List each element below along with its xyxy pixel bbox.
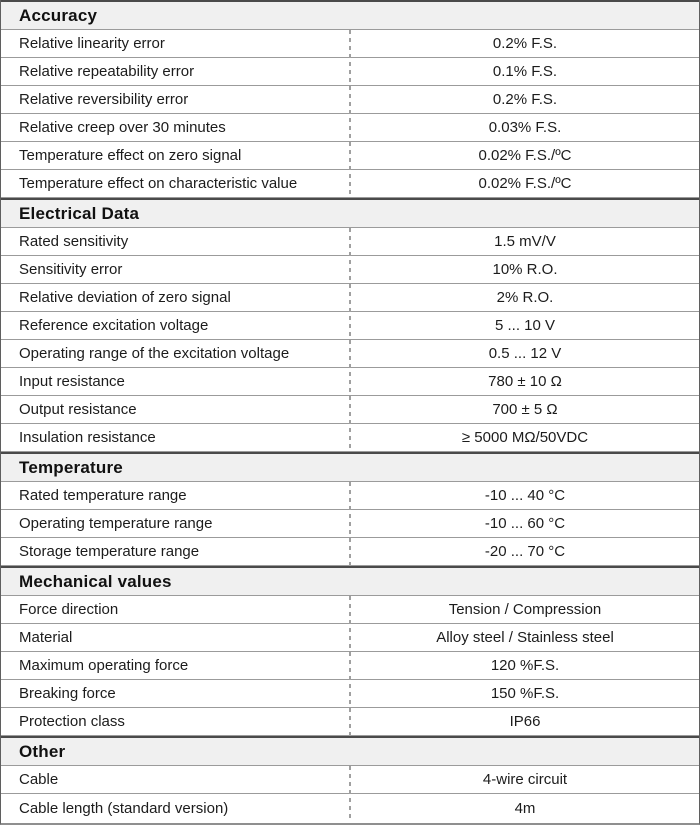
table-row	[1, 424, 699, 452]
row-value: -10 ... 40 °C	[484, 487, 566, 504]
row-label: Storage temperature range	[19, 543, 200, 560]
table-row	[1, 794, 699, 822]
spec-section	[1, 198, 699, 452]
row-value: 780 ± 10 Ω	[488, 373, 562, 390]
row-value: 5 ... 10 V	[494, 317, 556, 334]
table-row	[1, 312, 699, 340]
section-title: Other	[19, 741, 66, 761]
section-header	[1, 0, 699, 30]
spec-section	[1, 0, 699, 198]
section-title: Mechanical values	[19, 571, 172, 591]
row-label: Cable	[19, 771, 59, 788]
row-value: 0.03% F.S.	[488, 119, 562, 136]
row-value: 4m	[514, 799, 536, 817]
table-row	[1, 766, 699, 794]
row-value: 150 %F.S.	[490, 685, 560, 702]
row-label: Sensitivity error	[19, 261, 123, 278]
table-row	[1, 596, 699, 624]
row-value: 1.5 mV/V	[494, 233, 556, 250]
section-header	[1, 566, 699, 596]
row-label: Protection class	[19, 713, 125, 730]
row-label: Relative reversibility error	[19, 91, 189, 108]
row-value: 4-wire circuit	[482, 771, 568, 788]
section-rows	[1, 596, 699, 736]
row-value: 2% R.O.	[496, 289, 554, 306]
table-row	[1, 396, 699, 424]
table-row	[1, 142, 699, 170]
row-label: Relative linearity error	[19, 35, 165, 52]
section-rows	[1, 766, 699, 822]
row-label: Reference excitation voltage	[19, 317, 209, 334]
row-label: Rated temperature range	[19, 487, 187, 504]
row-label: Temperature effect on zero signal	[19, 147, 242, 164]
section-rows	[1, 228, 699, 452]
spec-section	[1, 736, 699, 822]
row-label: Force direction	[19, 601, 119, 618]
section-title: Temperature	[19, 457, 123, 477]
table-row	[1, 482, 699, 510]
table-row	[1, 538, 699, 566]
section-rows	[1, 482, 699, 566]
row-label: Operating range of the excitation voltage	[19, 345, 290, 362]
row-label: Rated sensitivity	[19, 233, 129, 250]
spec-section	[1, 566, 699, 736]
row-label: Insulation resistance	[19, 429, 156, 446]
table-row	[1, 86, 699, 114]
section-header	[1, 736, 699, 766]
row-value: 120 %F.S.	[490, 657, 560, 674]
table-row	[1, 510, 699, 538]
table-row	[1, 708, 699, 736]
table-row	[1, 58, 699, 86]
row-label: Material	[19, 629, 73, 646]
table-row	[1, 30, 699, 58]
row-value: 0.1% F.S.	[492, 63, 558, 80]
row-value: -10 ... 60 °C	[484, 515, 566, 532]
row-value: 10% R.O.	[492, 261, 558, 278]
row-label: Breaking force	[19, 685, 116, 702]
row-value: -20 ... 70 °C	[484, 543, 566, 560]
row-value: 0.02% F.S./ºC	[478, 147, 572, 164]
row-label: Temperature effect on characteristic value	[19, 175, 298, 192]
table-row	[1, 652, 699, 680]
row-value: 0.2% F.S.	[492, 91, 558, 108]
row-label: Relative repeatability error	[19, 63, 195, 80]
table-row	[1, 624, 699, 652]
row-value: 0.5 ... 12 V	[488, 345, 562, 362]
section-header	[1, 452, 699, 482]
row-label: Relative creep over 30 minutes	[19, 119, 226, 136]
row-value: Tension / Compression	[448, 601, 602, 618]
row-label: Maximum operating force	[19, 657, 189, 674]
table-row	[1, 228, 699, 256]
row-value: 0.02% F.S./ºC	[478, 175, 572, 192]
row-value: ≥ 5000 MΩ/50VDC	[461, 429, 589, 446]
section-title: Accuracy	[19, 5, 98, 25]
spec-section	[1, 452, 699, 566]
table-row	[1, 340, 699, 368]
row-value: Alloy steel / Stainless steel	[436, 629, 614, 646]
table-row	[1, 256, 699, 284]
row-label: Operating temperature range	[19, 515, 213, 532]
table-row	[1, 114, 699, 142]
row-value: 0.2% F.S.	[492, 35, 558, 52]
table-row	[1, 170, 699, 198]
section-header	[1, 198, 699, 228]
table-row	[1, 284, 699, 312]
section-title: Electrical Data	[19, 203, 140, 223]
table-row	[1, 680, 699, 708]
row-label: Relative deviation of zero signal	[19, 289, 231, 306]
row-value: IP66	[509, 713, 541, 730]
row-label: Cable length (standard version)	[19, 799, 229, 817]
row-label: Input resistance	[19, 373, 125, 390]
row-label: Output resistance	[19, 401, 137, 418]
section-rows	[1, 30, 699, 198]
table-row	[1, 368, 699, 396]
row-value: 700 ± 5 Ω	[492, 401, 558, 418]
